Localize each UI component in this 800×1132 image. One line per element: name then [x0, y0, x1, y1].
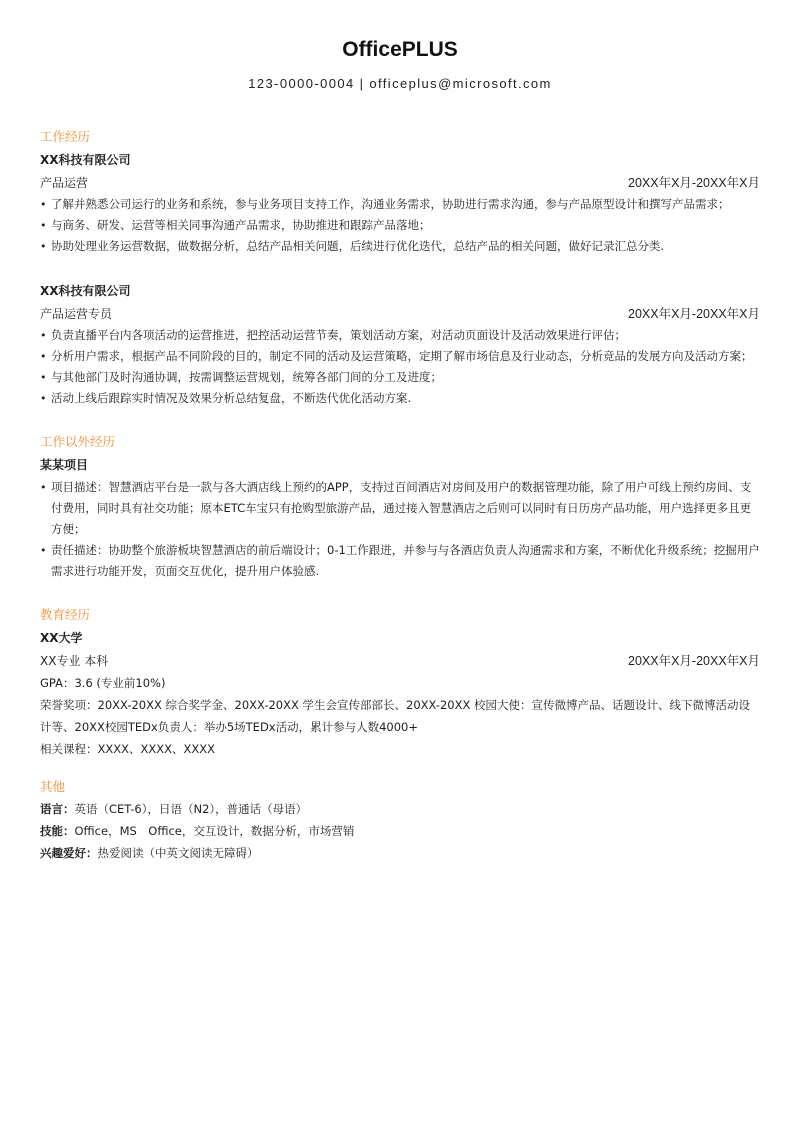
bullet-item: • 负责直播平台内各项活动的运营推进，把控活动运营节奏，策划活动方案，对活动页面设计及活动效果进行评估； [40, 325, 760, 346]
project-name: 某某项目 [40, 458, 89, 472]
bullet-item: • 协助处理业务运营数据，做数据分析，总结产品相关问题，后续进行优化迭代，总结产品的相关问题，做好记录汇总分类. [40, 236, 760, 257]
honors-line: 荣誉奖项：20XX-20XX 综合奖学金、20XX-20XX 学生会宣传部部长、20XX-20XX 校园大使：宣传微博产品、话题设计、线下微博活动设计等、20XX校园TEDx负责人：举办5场TEDx活动，累计参与人数4000+ [40, 698, 751, 734]
resume-content [40, 126, 760, 864]
bullet-item: • 与商务、研发、运营等相关同事沟通产品需求，协助推进和跟踪产品落地； [40, 215, 760, 236]
skills-label: 技能： [40, 824, 75, 838]
job-entry [40, 279, 760, 409]
education-meta-row [40, 650, 760, 672]
job-period: 20XX年X月-20XX年X月 [628, 307, 760, 321]
language-label: 语言： [40, 802, 75, 816]
language-line [40, 798, 760, 820]
project-bullets [40, 477, 760, 582]
section-title-work: 工作经历 [40, 129, 91, 144]
bullet-item: • 项目描述：智慧酒店平台是一款与各大酒店线上预约的APP，支持过百间酒店对房间及用户的数据管理功能，除了用户可线上预约房间、支付费用，同时具有社交功能；原本ETC车宝只有抢购型旅游产品，通过接入智慧酒店之后则可以同时有日历房产品功能，用户选择更多且更方便； [40, 477, 760, 540]
bullet-item: • 活动上线后跟踪实时情况及效果分析总结复盘，不断迭代优化活动方案. [40, 388, 760, 409]
skills-value: Office，MS Office，交互设计，数据分析，市场营销 [74, 824, 355, 838]
job-entry [40, 148, 760, 257]
hobbies-label: 兴趣爱好： [40, 846, 98, 860]
job-role: 产品运营 [40, 176, 89, 190]
hobbies-value: 热爱阅读（中英文阅读无障碍） [97, 846, 259, 860]
job-bullets [40, 325, 760, 409]
bullet-item: • 与其他部门及时沟通协调，按需调整运营规划，统筹各部门间的分工及进度； [40, 367, 760, 388]
bullet-item: • 了解并熟悉公司运行的业务和系统，参与业务项目支持工作，沟通业务需求，协助进行需求沟通，参与产品原型设计和撰写产品需求； [40, 194, 760, 215]
courses-line: 相关课程：XXXX、XXXX、XXXX [40, 742, 216, 756]
job-meta-row [40, 172, 760, 194]
education-period: 20XX年X月-20XX年X月 [628, 654, 760, 668]
bullet-item: • 分析用户需求，根据产品不同阶段的目的，制定不同的活动及运营策略，定期了解市场信息及行业动态，分析竞品的发展方向及活动方案； [40, 346, 760, 367]
contact-info: 123-0000-0004 | officeplus@microsoft.com [248, 76, 552, 91]
job-period: 20XX年X月-20XX年X月 [628, 176, 760, 190]
section-title-other: 其他 [40, 779, 66, 794]
language-value: 英语（CET-6），日语（N2），普通话（母语） [74, 802, 308, 816]
school-name: XX大学 [40, 631, 83, 645]
job-role: 产品运营专员 [40, 307, 113, 321]
hobbies-line [40, 842, 760, 864]
company-name: XX科技有限公司 [40, 284, 131, 298]
job-bullets [40, 194, 760, 257]
job-meta-row [40, 303, 760, 325]
section-title-other-experience: 工作以外经历 [40, 434, 116, 449]
company-name: XX科技有限公司 [40, 153, 131, 167]
major-degree: XX专业 本科 [40, 654, 109, 668]
gpa-line: GPA：3.6 (专业前10%) [40, 676, 166, 690]
section-title-education: 教育经历 [40, 607, 91, 622]
resume-name: OfficePLUS [342, 38, 458, 61]
skills-line [40, 820, 760, 842]
bullet-item: • 责任描述：协助整个旅游板块智慧酒店的前后端设计；0-1工作跟进，并参与与各酒店负责人沟通需求和方案，不断优化升级系统；挖掘用户需求进行功能开发，页面交互优化，提升用户体验感. [40, 540, 760, 582]
